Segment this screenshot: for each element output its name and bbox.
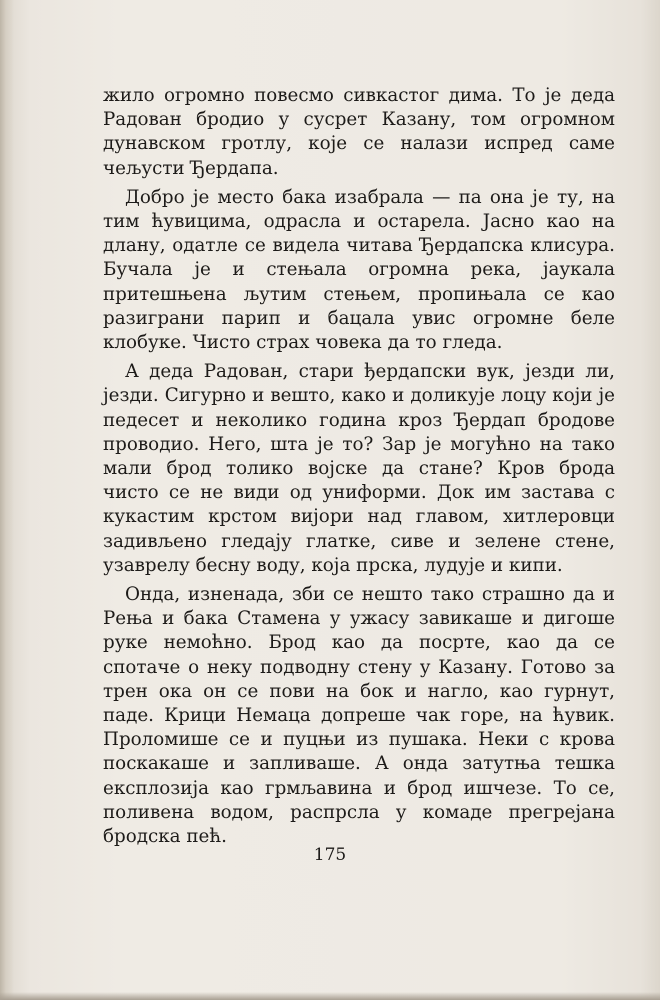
page-bottom-edge [0,992,660,1000]
body-text [103,84,615,849]
paragraph: А деда Радован, стари ђердапски вук, језди ли, језди. Сигурно и вешто, како и доликује лоцу који је педесет и неколико година кроз Ђердап бродове проводио. Него, шта је то? Зар је могућно на тако мали брод толико војске да стане? Кров брода чисто се не види од униформи. Док им застава с кукастим крстом вијори над главом, хитлеровци задивљено гледају глатке, сиве и зелене стене, узаврелу бесну воду, која прска, лудује и кипи. [103,361,615,576]
paragraph: жило огромно повесмо сивкастог дима. То је деда Радован бродио у сусрет Казану, том огромном дунавском гротлу, које се налази испред саме чељусти Ђердапа. [103,85,615,179]
paragraph: Добро је место бака изабрала — па она је ту, на тим ћувицима, одрасла и остарела. Јасно као на длану, одатле се видела читава Ђердапска клисура. Бучала је и стењала огромна река, јаукала притешњена љутим стењем, пропињала се као разиграни парип и бацала увис огромне беле клобуке. Чисто страх човека да то гледа. [103,186,615,354]
paragraph: Онда, изненада, зби се нешто тако страшно да и Рења и бака Стамена у ужасу завикаше и дигоше руке немоћно. Брод као да посрте, као да се спотаче о неку подводну стену у Казану. Готово за трен ока он се пови на бок и нагло, као гурнут, паде. Крици Немаца допреше чак горе, на ћувик. Проломише се и пуцњи из пушака. Неки с крова поскакаше и запливаше. А онда затутња тешка експлозија као грмљавина и брод ишчезе. То се, поливена водом, распрсла у комаде прегрејана бродска пећ. [103,584,615,848]
page-number: 175 [313,845,347,865]
